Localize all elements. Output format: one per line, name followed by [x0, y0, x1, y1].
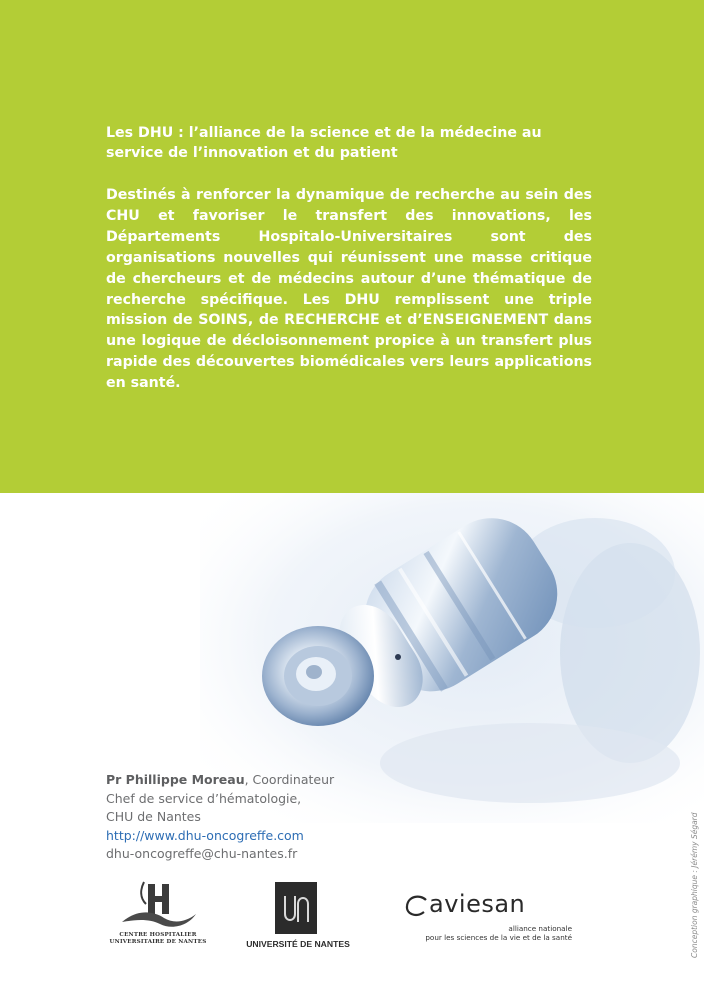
contact-block — [106, 771, 334, 864]
aviesan-swirl-icon — [402, 892, 432, 922]
contact-service: Chef de service d’hématologie, — [106, 790, 302, 806]
aviesan-brand: aviesan — [429, 890, 526, 918]
contact-name-line — [106, 771, 334, 790]
un-emblem-icon — [275, 882, 317, 934]
chu-line-2: UNIVERSITAIRE DE NANTES — [109, 939, 207, 945]
aviesan-line-2: pour les sciences de la vie et de la santé — [425, 933, 572, 942]
intro-title: Les DHU : l’alliance de la science et de la médecine au service de l’innovation et du patient — [106, 125, 542, 161]
chu-nantes-logo — [108, 880, 208, 952]
aviesan-line-1: alliance nationale — [508, 924, 572, 933]
contact-hospital: CHU de Nantes — [106, 809, 201, 824]
design-credit: Conception graphique : Jérémy Ségard — [690, 812, 699, 958]
universite-text: UNIVERSITÉ DE NANTES — [246, 939, 350, 949]
contact-role: , Coordinateur — [244, 772, 335, 787]
intro-body: Destinés à renforcer la dynamique de recherche au sein des CHU et favoriser le transfert des innovations, les Départements Hospitalo-Universitaires sont des organisations nouvelles qui réunissent une masse critique de chercheurs et de médecins autour d’une thématique de recherche spécifique. Les DHU remplissent une triple mission de SOINS, de RECHERCHE et d’ENSEIGNEMENT dans une logique de décloisonnement propice à un transfert plus rapide des découvertes biomédicales vers leurs applications en santé. — [106, 187, 592, 392]
chu-logo-text — [108, 932, 208, 946]
chu-emblem-icon — [118, 880, 198, 930]
chu-line-1: CENTRE HOSPITALIER — [119, 932, 197, 938]
intro-block — [106, 123, 592, 394]
aviesan-logo — [400, 884, 580, 954]
partner-logos — [0, 880, 704, 960]
email-link[interactable]: dhu-oncogreffe@chu-nantes.fr — [106, 846, 298, 861]
website-link[interactable]: http://www.dhu-oncogreffe.com — [106, 827, 304, 843]
green-text-panel — [0, 0, 704, 493]
contact-name: Pr Phillippe Moreau — [106, 772, 245, 787]
aviesan-tagline — [400, 924, 572, 942]
universite-nantes-logo — [243, 882, 353, 954]
